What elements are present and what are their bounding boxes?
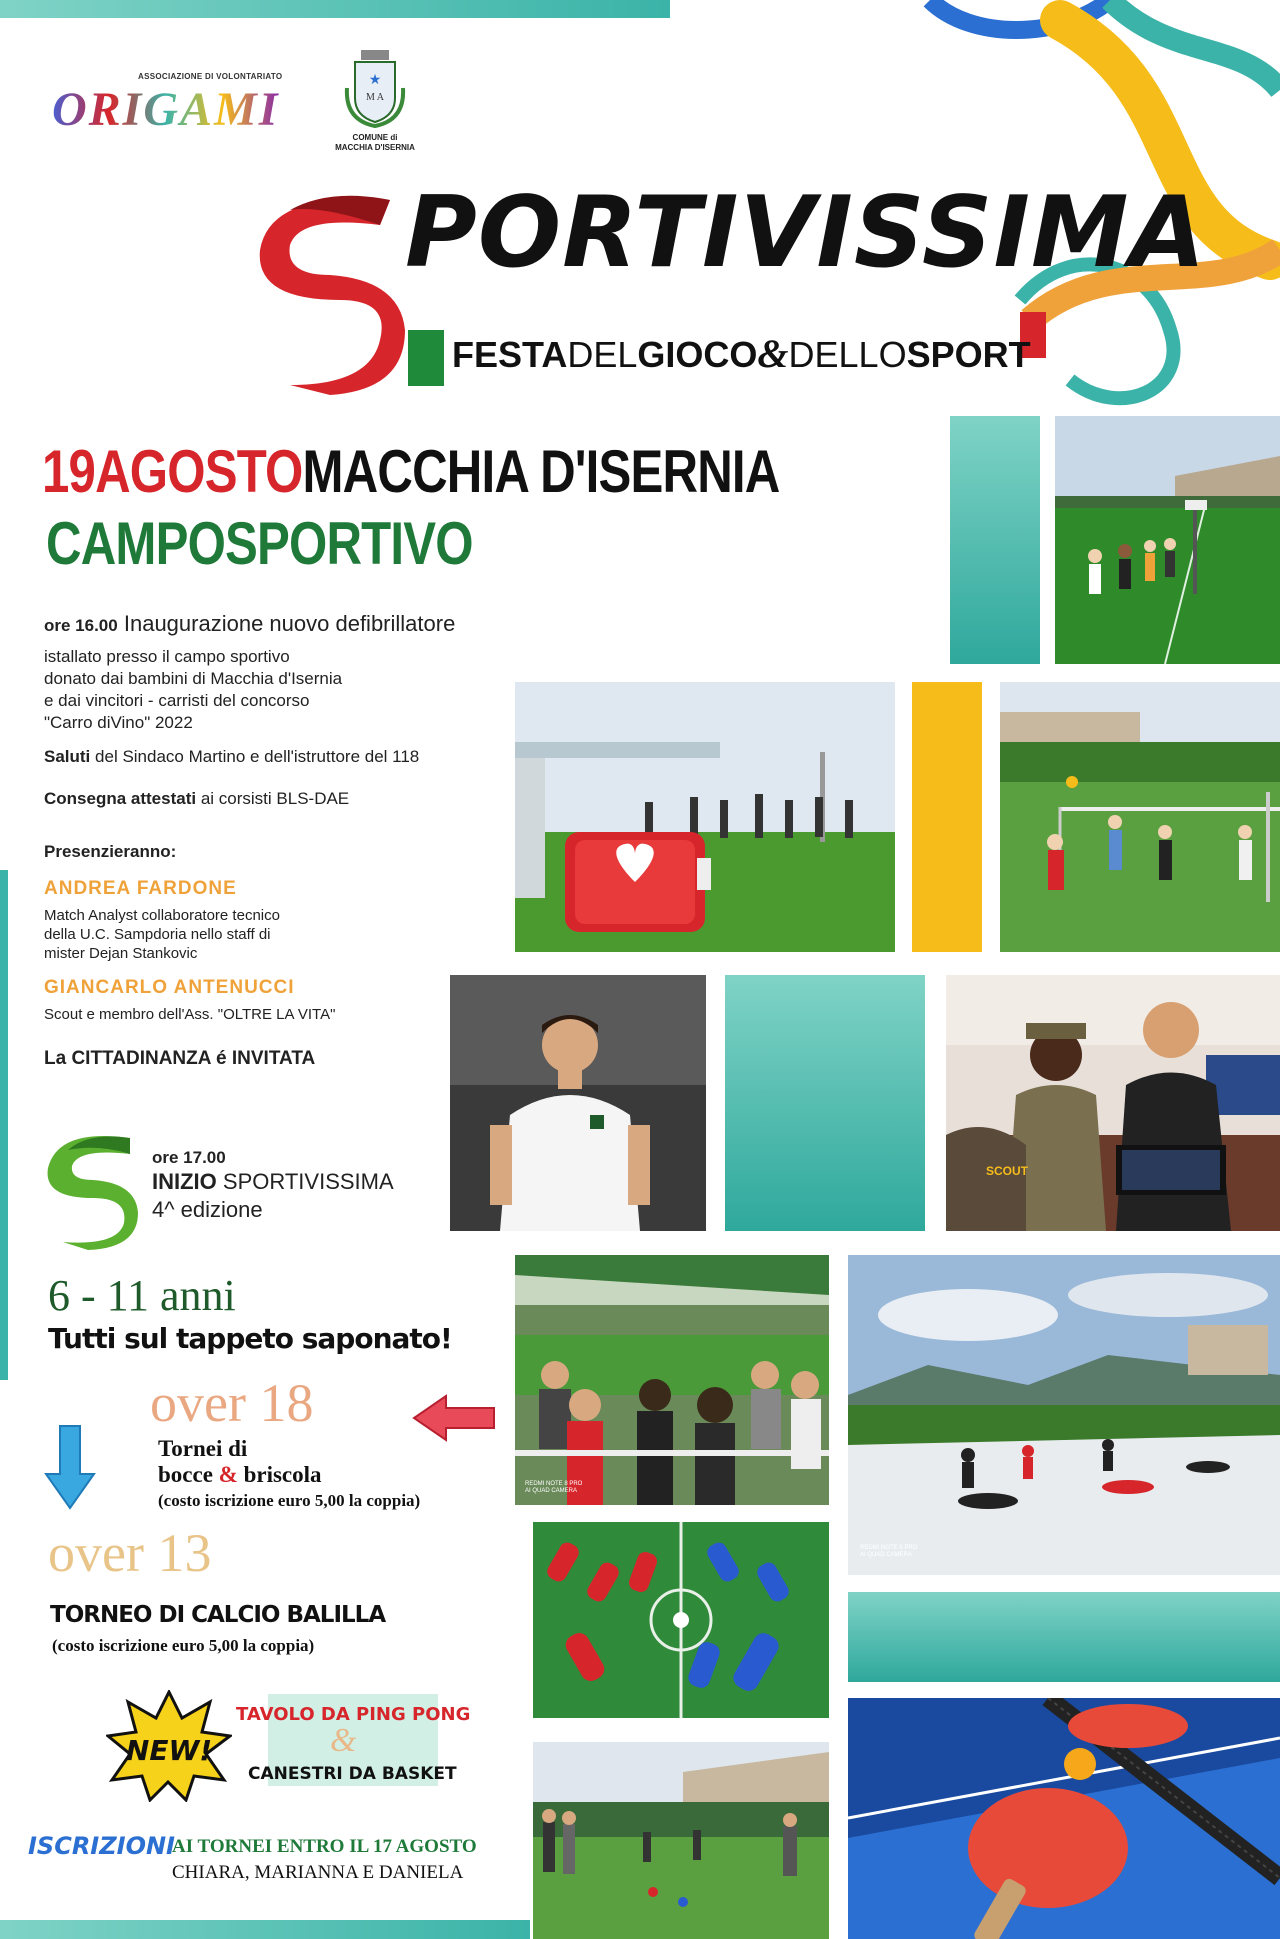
activity-3: TORNEO DI CALCIO BALILLA	[50, 1602, 386, 1628]
left-decor-bar	[0, 870, 8, 1380]
subtitle-amp: &	[757, 331, 789, 376]
arrow-left-icon	[410, 1392, 496, 1444]
photo-crowd	[515, 1255, 829, 1505]
association-name: ORIGAMI	[52, 83, 280, 136]
subtitle-sport: SPORT	[906, 334, 1031, 375]
photo-crowd-image	[515, 1255, 829, 1505]
new-badge-text: NEW!	[125, 1734, 213, 1767]
activity-2-briscola: briscola	[243, 1462, 322, 1487]
age-1: 6 - 11 anni	[48, 1271, 236, 1320]
svg-text:★: ★	[368, 71, 382, 87]
invite-text: La CITTADINANZA é INVITATA	[44, 1048, 316, 1069]
start-rest: SPORTIVISSIMA	[222, 1169, 394, 1194]
time-1: ore 16.00	[44, 616, 118, 635]
subtitle-gioco: GIOCO	[637, 334, 758, 375]
organizers: CHIARA, MARIANNA E DANIELA	[172, 1862, 464, 1883]
svg-text:SCOUT: SCOUT	[986, 1164, 1028, 1178]
teal-block-1	[950, 416, 1040, 664]
consegna-bold: Consegna attestati	[44, 789, 197, 808]
comune-crest-icon	[343, 48, 407, 128]
comune-line1: COMUNE di	[352, 133, 398, 142]
flag-green	[408, 330, 444, 386]
subtitle-del: DEL	[567, 334, 638, 375]
consegna-rest: ai corsisti BLS-DAE	[200, 789, 350, 808]
photo-foosball-image	[533, 1522, 829, 1718]
bottom-decor-bar	[0, 1920, 530, 1939]
s-logo-icon	[230, 180, 410, 400]
teal-block-3	[848, 1592, 1280, 1682]
photo-watermark-1: REDMI NOTE 8 PRO AI QUAD CAMERA	[525, 1481, 583, 1494]
photo-bocce-image	[533, 1742, 829, 1939]
subtitle-festa: FESTA	[452, 334, 568, 375]
saluti-rest: del Sindaco Martino e dell'istruttore del 118	[95, 747, 420, 766]
activity-2-bocce: bocce	[158, 1462, 213, 1487]
program-block	[44, 610, 514, 1070]
title-main: PORTIVISSIMA	[405, 176, 1207, 290]
desc-1-line2: donato dai bambini di Macchia d'Isernia	[44, 669, 343, 688]
guest-1-line3: mister Dejan Stankovic	[44, 945, 198, 962]
saluti-bold: Saluti	[44, 747, 91, 766]
teal-block-2	[725, 975, 925, 1231]
new-badge-icon	[106, 1690, 232, 1802]
desc-1-line4: "Carro diVino" 2022	[44, 713, 193, 732]
subtitle-band	[408, 312, 1058, 392]
photo-basketball-image	[1055, 416, 1280, 664]
photo-ping-pong	[848, 1698, 1280, 1939]
photo-bocce	[533, 1742, 829, 1939]
subtitle-dello: DELLO	[788, 334, 907, 375]
iscrizioni-label: ISCRIZIONI	[28, 1832, 175, 1860]
guest-1-line1: Match Analyst collaboratore tecnico	[44, 907, 280, 924]
guest-1-line2: della U.C. Sampdoria nello staff di	[44, 926, 271, 943]
guest-1-name: ANDREA FARDONE	[44, 878, 237, 899]
activity-2-amp: &	[218, 1462, 238, 1487]
photo-volleyball	[1000, 682, 1280, 952]
activity-2	[158, 1436, 420, 1514]
comune-logo	[330, 48, 420, 163]
start-bold: INIZIO	[152, 1169, 217, 1194]
title-s-logo	[230, 180, 410, 400]
event-date: 19AGOSTO	[42, 438, 303, 505]
photo-soap-carpet-image	[848, 1255, 1280, 1575]
age-3: over 13	[48, 1523, 212, 1583]
desc-1-line3: e dai vincitori - carristi del concorso	[44, 691, 310, 710]
event-date-line	[42, 440, 780, 504]
photo-defibrillator	[515, 682, 895, 952]
photo-soap-carpet	[848, 1255, 1280, 1575]
event-place: MACCHIA D'ISERNIA	[302, 438, 780, 505]
new-item-1: TAVOLO DA PING PONG	[236, 1704, 471, 1725]
photo-watermark-2: REDMI NOTE 8 PRO AI QUAD CAMERA	[860, 1545, 918, 1558]
start-block	[152, 1148, 394, 1224]
time-2: ore 17.00	[152, 1148, 226, 1167]
photo-ping-pong-image	[848, 1698, 1280, 1939]
arrow-down-icon	[44, 1424, 96, 1510]
guest-2-line1: Scout e membro dell'Ass. "OLTRE LA VITA"	[44, 1006, 336, 1023]
edition: 4^ edizione	[152, 1197, 263, 1222]
yellow-block	[912, 682, 982, 952]
activity-2-cost: (costo iscrizione euro 5,00 la coppia)	[158, 1491, 421, 1510]
new-amp: &	[330, 1722, 357, 1759]
presenzieranno: Presenzieranno:	[44, 842, 177, 861]
guest-2-name: GIANCARLO ANTENUCCI	[44, 977, 295, 998]
association-label: ASSOCIAZIONE DI VOLONTARIATO	[138, 72, 283, 81]
photo-foosball	[533, 1522, 829, 1718]
photo-defibrillator-image	[515, 682, 895, 952]
photo-volleyball-image	[1000, 682, 1280, 952]
photo-basketball	[1055, 416, 1280, 664]
new-item-2: CANESTRI DA BASKET	[248, 1764, 457, 1784]
photo-giancarlo-antenucci-image	[946, 975, 1280, 1231]
top-decor-bar	[0, 0, 670, 18]
activity-1: Tutti sul tappeto saponato!	[48, 1322, 452, 1355]
iscrizioni-deadline: AI TORNEI ENTRO IL 17 AGOSTO	[172, 1836, 477, 1857]
green-s-icon	[38, 1128, 142, 1250]
desc-1-line1: istallato presso il campo sportivo	[44, 647, 290, 666]
activity-3-cost: (costo iscrizione euro 5,00 la coppia)	[52, 1636, 315, 1655]
crest-letters: M A	[365, 92, 385, 103]
comune-line2: MACCHIA D'ISERNIA	[335, 143, 415, 152]
item-1: Inaugurazione nuovo defibrillatore	[123, 611, 456, 636]
photo-andrea-fardone	[450, 975, 706, 1231]
activity-2-line1: Tornei di	[158, 1436, 248, 1461]
event-venue: CAMPOSPORTIVO	[46, 510, 473, 577]
origami-logo	[52, 72, 292, 152]
photo-giancarlo-antenucci	[946, 975, 1280, 1231]
age-2: over 18	[150, 1373, 314, 1433]
photo-andrea-fardone-image	[450, 975, 706, 1231]
